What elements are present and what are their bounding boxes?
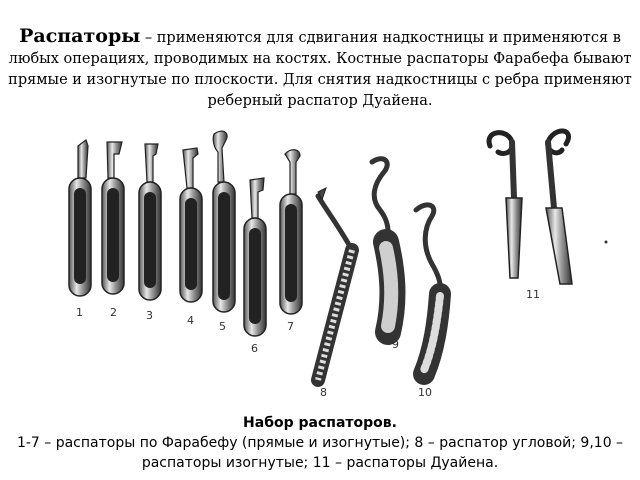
raspatory-1 <box>69 140 91 296</box>
label-11: 11 <box>526 288 540 301</box>
label-7: 7 <box>287 320 294 333</box>
raspatory-11 <box>489 131 607 284</box>
raspatory-3 <box>139 144 161 300</box>
description-block <box>8 26 632 120</box>
raspatory-4 <box>180 148 202 302</box>
figure-caption <box>10 413 630 473</box>
label-9: 9 <box>392 338 399 351</box>
raspatory-8 <box>318 188 352 380</box>
caption-title: Набор распаторов. <box>243 415 397 431</box>
label-10: 10 <box>418 386 432 399</box>
raspatory-7 <box>280 150 302 314</box>
label-1: 1 <box>76 306 83 319</box>
raspatory-10 <box>416 205 441 374</box>
label-6: 6 <box>251 342 258 355</box>
description-text: – применяются для сдвигания надкостницы и применяются в любых операциях, проводимых на костях. Костные распаторы Фарабефа бывают прямые и изогнутые по плоскости. Для снятия надкостницы с ребра применяют реберный распатор Дуайена. <box>8 30 632 109</box>
label-3: 3 <box>146 309 153 322</box>
label-5: 5 <box>219 320 226 333</box>
label-4: 4 <box>187 314 194 327</box>
page-title: Распаторы <box>19 26 141 47</box>
raspatory-9 <box>372 159 392 332</box>
label-2: 2 <box>110 306 117 319</box>
label-8: 8 <box>320 386 327 399</box>
raspatory-2 <box>102 142 124 294</box>
raspatory-5 <box>213 131 235 312</box>
raspatory-6 <box>244 178 266 336</box>
instruments-illustration <box>0 118 640 408</box>
caption-text: 1-7 – распаторы по Фарабефу (прямые и изогнутые); 8 – распатор угловой; 9,10 – распаторы изогнутые; 11 – распаторы Дуайена. <box>16 435 624 471</box>
